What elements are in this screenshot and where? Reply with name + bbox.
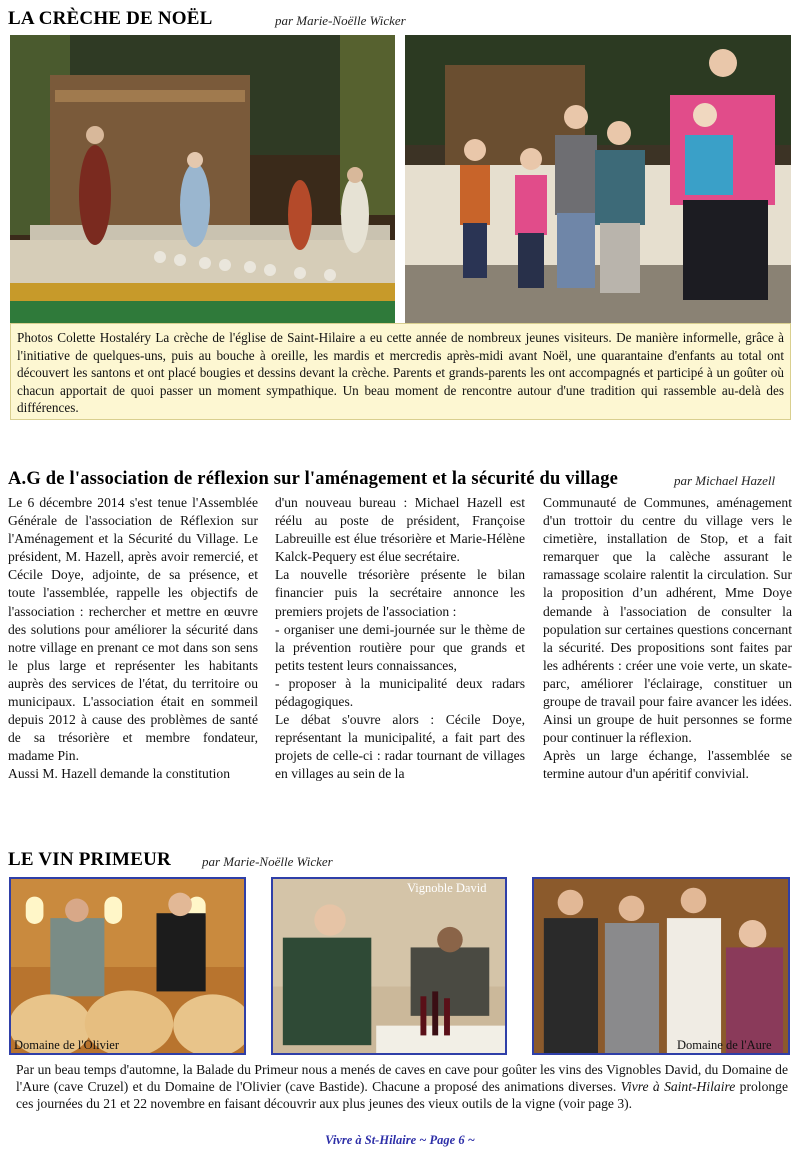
ag-paragraph: Le 6 décembre 2014 s'est tenue l'Assemblée Générale de l'association de Réflexion sur l'Aménagement et la Sécurité du Village. Le président, M. Hazell, après avoir remercié, et Cécile Doye, adjointe, de sa présence, et toute l'assemblée, rappelle les objectifs de l'association : rechercher et mettre en œuvre des solutions pour améliorer la sécurité dans notre village en prenant ce mot dans son sens le plus large et représenter les habitants auprès des services de l'état, du territoire ou municipaux. L'association était en sommeil depuis 2012 à cause des problèmes de santé de sa trésorière et membre fondateur, madame Pin. <box>8 495 258 764</box>
ag-paragraph: Après un large échange, l'assemblée se termine autour d'un apéritif convivial. <box>543 748 792 782</box>
ag-column-2 <box>275 494 525 784</box>
domaine-aure-photo <box>532 877 790 1055</box>
nativity-scene-photo <box>10 35 395 323</box>
ag-title: A.G de l'association de réflexion sur l'aménagement et la sécurité du village <box>8 469 619 489</box>
vignoble-david-photo <box>271 877 507 1055</box>
vin-caption-end: prolonge ces journées du 21 et 22 novembre en faisant découvrir aux plus jeunes des vieux outils de la vigne (voir page 3). <box>16 1079 788 1112</box>
ag-paragraph: d'un nouveau bureau : Michael Hazell est réélu au poste de président, Françoise Labreuille est élue trésorière et Marie-Hélène Kalck-Pequery est élue secrétaire. <box>275 495 525 565</box>
creche-caption: Photos Colette Hostaléry La crèche de l'église de Saint-Hilaire a eu cette année de nombreux jeunes visiteurs. De manière informelle, grâce à l'initiative de quelques-uns, puis au bouche à oreille, les mardis et mercredis après-midi avant Noël, une quarantaine d'enfants au total ont découvert les santons et ont placé bougies et dessins devant la crèche. Parents et grands-parents les ont accompagnés et participé à un goûter où chacun apportait de quoi passer un moment sympathique. Un beau moment de rencontre autour d'une tradition qui rassemble au-delà des différences. <box>10 323 791 420</box>
ag-column-3 <box>543 494 792 784</box>
vin-caption <box>16 1061 788 1113</box>
ag-paragraph: - proposer à la municipalité deux radars pédagogiques. <box>275 675 525 710</box>
ag-column-1 <box>8 494 258 784</box>
vin-caption-italic: Vivre à Saint-Hilaire <box>620 1079 736 1095</box>
vin-title: LE VIN PRIMEUR <box>8 849 171 870</box>
domaine-olivier-label: Domaine de l'Olivier <box>14 1038 119 1052</box>
creche-byline: par Marie-Noëlle Wicker <box>275 13 406 28</box>
domaine-aure-label: Domaine de l'Aure <box>677 1038 772 1052</box>
ag-paragraph: Communauté de Communes, aménagement d'un trottoir du centre du village vers le cimetière, installation de Stop, et a fait remarquer que la calèche assurant le ramassage scolaire ralentit la circulation. Sur la proposition d’un adhérent, Mme Doye demande à l'association de consulter la population sur certaines questions concernant la sécurité. Des propositions sont faites par les adhérents : créer une voie verte, un skate-parc, améliorer l'éclairage, constituer un groupe de travail pour faire avancer les idées. Ainsi un groupe de huit personnes se forme pour continuer la réflexion. <box>543 495 792 746</box>
creche-title: LA CRÈCHE DE NOËL <box>8 8 213 29</box>
ag-paragraph: La nouvelle trésorière présente le bilan financier puis la secrétaire annonce les premiers projets de l'association : <box>275 567 525 619</box>
ag-paragraph: Le débat s'ouvre alors : Cécile Doye, représentant la municipalité, a fait part des projets de celle-ci : radar tournant de villages en villages au sein de la <box>275 712 525 782</box>
ag-byline: par Michael Hazell <box>674 473 776 488</box>
domaine-olivier-photo <box>9 877 246 1055</box>
vignoble-david-label: Vignoble David <box>407 881 487 895</box>
vin-byline: par Marie-Noëlle Wicker <box>202 854 333 869</box>
page-footer: Vivre à St-Hilaire ~ Page 6 ~ <box>325 1133 475 1147</box>
vin-caption-main: Par un beau temps d'automne, la Balade du Primeur nous a menés de caves en cave pour goûter les vins des Vignobles David, du Domaine de l'Aure (cave Cruzel) et du Domaine de l'Olivier (cave Bastide). Chacune a proposé des animations diverses. <box>16 1062 788 1095</box>
children-at-creche-photo <box>405 35 791 323</box>
ag-paragraph: Aussi M. Hazell demande la constitution <box>8 766 230 782</box>
ag-paragraph: - organiser une demi-journée sur le thème de la prévention routière pour que grands et petits testent leurs connaissances, <box>275 621 525 673</box>
